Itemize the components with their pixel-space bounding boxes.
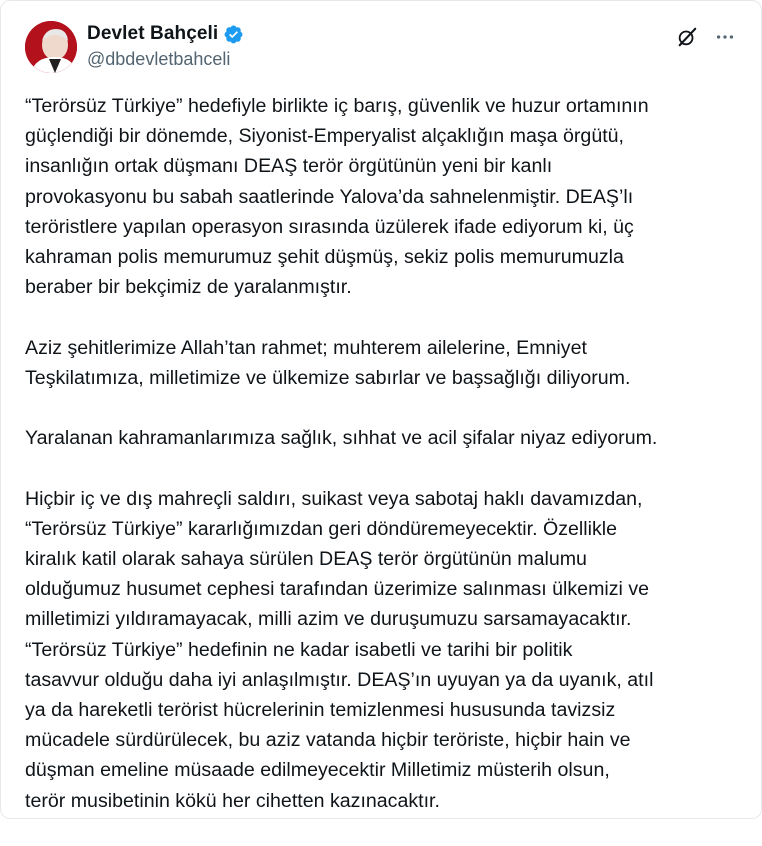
- paragraph-1: [25, 91, 739, 302]
- text-line: Teşkilatımıza, milletimize ve ülkemize sabırlar ve başsağlığı diliyorum.: [25, 366, 631, 389]
- handle[interactable]: @dbdevletbahceli: [87, 49, 231, 69]
- name-row: [87, 22, 244, 46]
- text-line: tasavvur olduğu daha iyi anlaşılmıştır. DEAŞ’ın uyuyan ya da uyanık, atıl: [25, 668, 654, 691]
- text-line: mücadele sürdürülecek, bu aziz vatanda hiçbir teröriste, hiçbir hain ve: [25, 729, 631, 752]
- text-line: olduğumuz husumet cephesi tarafından üzerimize salınması ülkemizi ve: [25, 578, 650, 601]
- text-line: Aziz şehitlerimize Allah’tan rahmet; muhterem ailelerine, Emniyet: [25, 336, 587, 359]
- grok-slash-icon[interactable]: [675, 25, 699, 49]
- post-actions: [675, 25, 737, 49]
- display-name[interactable]: Devlet Bahçeli: [87, 23, 219, 44]
- paragraph-4: [25, 484, 739, 816]
- author-identity: [87, 22, 244, 70]
- avatar-portrait-icon: [25, 21, 77, 73]
- text-line: Yaralanan kahramanlarımıza sağlık, sıhhat ve acil şifalar niyaz ediyorum.: [25, 427, 658, 450]
- text-line: provokasyonu bu sabah saatlerinde Yalova’da sahnelenmiştir. DEAŞ’lı: [25, 185, 634, 208]
- verified-badge-icon[interactable]: [223, 24, 244, 45]
- text-line: düşman emeline müsaade edilmeyecektir Milletimiz müsterih olsun,: [25, 759, 610, 782]
- text-line: beraber bir bekçimiz de yaralanmıştır.: [25, 276, 352, 299]
- text-line: güçlendiği bir dönemde, Siyonist-Emperyalist alçaklığın maşa örgütü,: [25, 125, 624, 148]
- text-line: “Terörsüz Türkiye” hedefiyle birlikte iç barış, güvenlik ve huzur ortamının: [25, 95, 649, 117]
- text-line: kahraman polis memurumuz şehit düşmüş, sekiz polis memurumuzla: [25, 246, 624, 269]
- text-line: insanlığın ortak düşmanı DEAŞ terör örgütünün yeni bir kanlı: [25, 155, 553, 178]
- text-line: Hiçbir iç ve dış mahreçli saldırı, suikast veya sabotaj haklı davamızdan,: [25, 487, 643, 510]
- text-line: teröristlere yapılan operasyon sırasında üzülerek ifade ediyorum ki, üç: [25, 215, 634, 238]
- post-text: [25, 91, 739, 846]
- post-header: [25, 21, 741, 73]
- text-line: kiralık katil olarak sahaya sürülen DEAŞ terör örgütünün malumu: [25, 548, 587, 570]
- text-line: ya da hareketli terörist hücrelerinin temizlenmesi hususunda tavizsiz: [25, 699, 616, 722]
- text-line: “Terörsüz Türkiye” hedefinin ne kadar isabetli ve tarihi bir politik: [25, 638, 573, 661]
- text-line: milletimizi yıldıramayacak, milli azim ve duruşumuzu sarsamayacaktır.: [25, 608, 632, 631]
- paragraph-2: [25, 333, 739, 393]
- avatar[interactable]: [25, 21, 77, 73]
- text-line: “Terörsüz Türkiye” kararlığımızdan geri döndüremeyecektir. Özellikle: [25, 517, 618, 540]
- more-dots-icon[interactable]: [713, 25, 737, 49]
- paragraph-3: [25, 423, 739, 453]
- text-line: terör musibetinin kökü her cihetten kazınacaktır.: [25, 789, 440, 812]
